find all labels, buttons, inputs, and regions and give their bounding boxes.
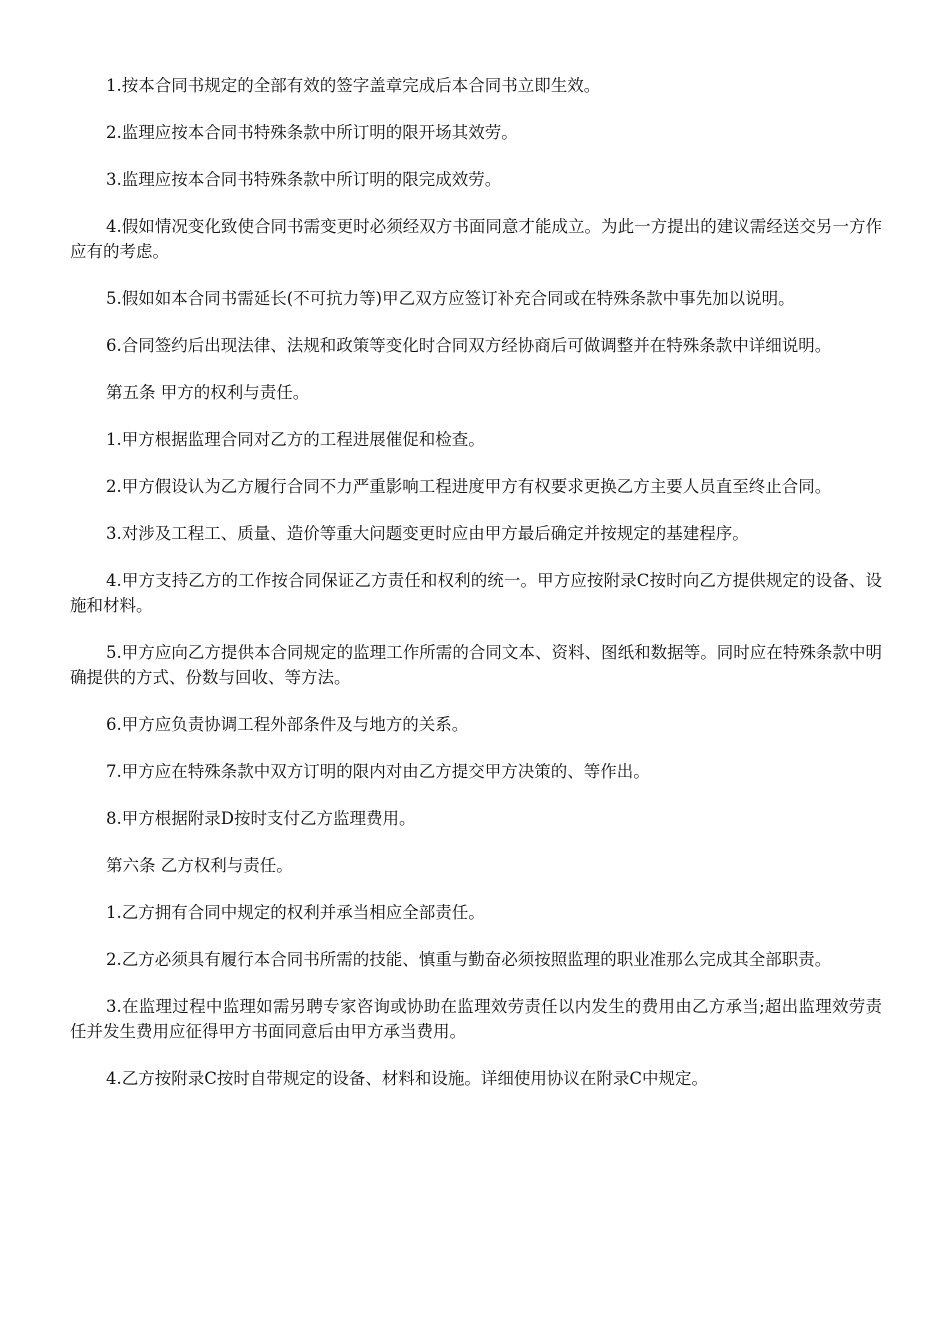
paragraph: 5.甲方应向乙方提供本合同规定的监理工作所需的合同文本、资料、图纸和数据等。同时应在特殊条款中明确提供的方式、份数与回收、等方法。 <box>70 643 882 687</box>
paragraph: 6.合同签约后出现法律、法规和政策等变化时合同双方经协商后可做调整并在特殊条款中详细说明。 <box>106 336 832 355</box>
section-heading: 第六条 乙方权利与责任。 <box>106 856 293 875</box>
paragraph: 8.甲方根据附录D按时支付乙方监理费用。 <box>106 809 416 828</box>
paragraph: 4.假如情况变化致使合同书需变更时必须经双方书面同意才能成立。为此一方提出的建议需经送交另一方作应有的考虑。 <box>70 217 882 261</box>
paragraph: 3.在监理过程中监理如需另聘专家咨询或协助在监理效劳责任以内发生的费用由乙方承当;超出监理效劳责任并发生费用应征得甲方书面同意后由甲方承当费用。 <box>70 997 882 1041</box>
paragraph: 5.假如如本合同书需延长(不可抗力等)甲乙双方应签订补充合同或在特殊条款中事先加以说明。 <box>106 289 795 308</box>
section-heading: 第五条 甲方的权利与责任。 <box>106 383 310 402</box>
paragraph: 2.监理应按本合同书特殊条款中所订明的限开场其效劳。 <box>106 123 518 142</box>
paragraph: 1.按本合同书规定的全部有效的签字盖章完成后本合同书立即生效。 <box>106 76 601 95</box>
document-body <box>70 73 882 1113</box>
paragraph: 1.甲方根据监理合同对乙方的工程进展催促和检查。 <box>106 430 485 449</box>
paragraph: 4.甲方支持乙方的工作按合同保证乙方责任和权利的统一。甲方应按附录C按时向乙方提供规定的设备、设施和材料。 <box>70 571 882 615</box>
paragraph: 2.甲方假设认为乙方履行合同不力严重影响工程进度甲方有权要求更换乙方主要人员直至终止合同。 <box>106 477 832 496</box>
paragraph: 7.甲方应在特殊条款中双方订明的限内对由乙方提交甲方决策的、等作出。 <box>106 762 650 781</box>
paragraph: 6.甲方应负责协调工程外部条件及与地方的关系。 <box>106 715 469 734</box>
paragraph: 4.乙方按附录C按时自带规定的设备、材料和设施。详细使用协议在附录C中规定。 <box>106 1069 708 1088</box>
paragraph: 3.对涉及工程工、质量、造价等重大问题变更时应由甲方最后确定并按规定的基建程序。 <box>106 524 749 543</box>
paragraph: 1.乙方拥有合同中规定的权利并承当相应全部责任。 <box>106 903 485 922</box>
paragraph: 3.监理应按本合同书特殊条款中所订明的限完成效劳。 <box>106 170 502 189</box>
paragraph: 2.乙方必须具有履行本合同书所需的技能、慎重与勤奋必须按照监理的职业准那么完成其全部职责。 <box>106 950 832 969</box>
